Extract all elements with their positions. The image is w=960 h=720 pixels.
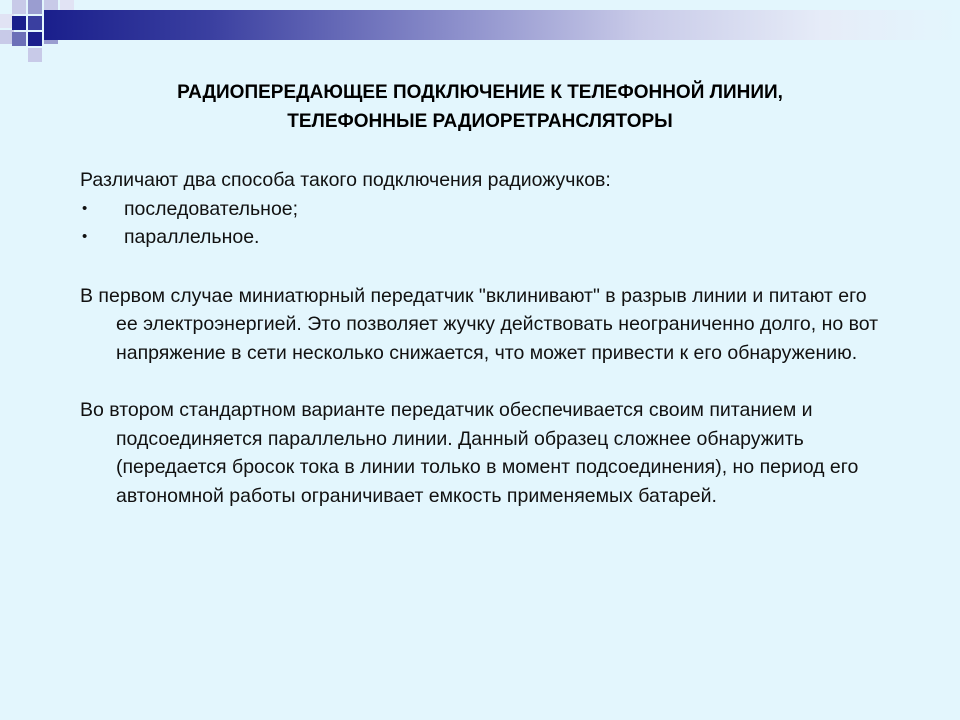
decor-square: [12, 16, 26, 30]
title-line-1: РАДИОПЕРЕДАЮЩЕЕ ПОДКЛЮЧЕНИЕ К ТЕЛЕФОННОЙ ЛИНИИ,: [177, 82, 783, 103]
paragraph-second-case: Во втором стандартном варианте передатчик обеспечивается своим питанием и подсоединяется параллельно линии. Данный образец сложнее обнаружить (передается бросок тока в линии только в момент подсоединения), но период его автономной работы ограничивает емкость применяемых батарей.: [80, 399, 859, 507]
bullet-icon: •: [82, 228, 88, 245]
decor-square: [28, 16, 42, 30]
slide-title: [60, 78, 900, 136]
decor-square: [28, 0, 42, 14]
list-item: [80, 195, 880, 224]
bullet-text: параллельное.: [124, 226, 260, 248]
slide-body: [80, 166, 880, 510]
decor-square: [28, 48, 42, 62]
title-line-2: ТЕЛЕФОННЫЕ РАДИОРЕТРАНСЛЯТОРЫ: [287, 111, 673, 132]
list-item: [80, 223, 880, 252]
header-gradient-bar: [44, 10, 960, 40]
decor-square: [12, 32, 26, 46]
bullet-icon: •: [82, 199, 88, 217]
bullet-text: последовательное;: [124, 197, 299, 220]
decor-square: [12, 0, 26, 14]
paragraph-first-case: В первом случае миниатюрный передатчик "вклинивают" в разрыв линии и питают его ее электроэнергией. Это позволяет жучку действовать неограниченно долго, но вот напряжение в сети несколько снижается, что может привести к его обнаружению.: [80, 284, 879, 364]
bullet-list: [80, 195, 880, 252]
intro-text: Различают два способа такого подключения радиожучков:: [80, 169, 611, 191]
decor-square: [28, 32, 42, 46]
